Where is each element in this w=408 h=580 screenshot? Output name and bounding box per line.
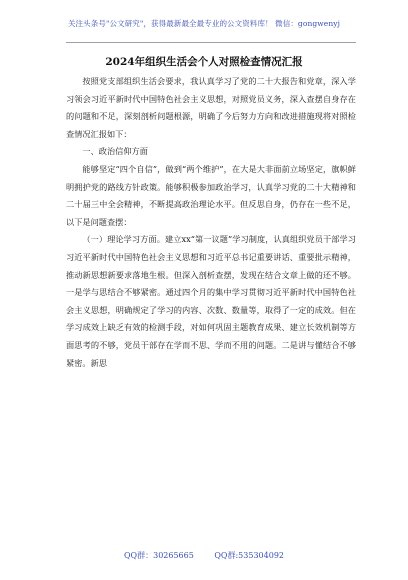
header-divider [66,42,356,43]
document-body [66,73,356,372]
footer-qq-group-1: QQ群：30265665 [123,551,194,560]
paragraph-theory-study: （一）理论学习方面。建立xx“第一议题”学习制度，认真组织党员干部学习习近平新时代中国特色社会主义思想和习近平总书记重要讲话、重要批示精神，推动新思想新要求落地生根。但深入剖析查摆，发现在结合文章上做的还不够。一是学与思结合不够紧密。通过四个月的集中学习贯彻习近平新时代中国特色社会主义思想，明确规定了学习的内容、次数、数量等，取得了一定的成效。但在学习成效上缺乏有效的检测手段，对如何巩固主题教育成果、建立长效机制等方面思考的不够，党员干部存在学而不思、学而不用的问题。二是讲与懂结合不够紧密。新思 [66,234,356,368]
section-heading-political-belief: 一、政治信仰方面 [82,146,148,157]
paragraph-political-belief: 能够坚定“四个自信”，做到“两个维护”，在大是大非面前立场坚定，旗帜鲜明拥护党的路线方针政策。能够积极参加政治学习，认真学习党的二十大精神和二十届三中全会精神，不断提高政治理论水平。但反思自身，仍存在一些不足，以下是问题查摆： [66,163,356,227]
paragraph-intro: 按照党支部组织生活会要求，我认真学习了党的二十大报告和党章，深入学习领会习近平新时代中国特色社会主义思想，对照党员义务，深入查摆自身存在的问题和不足，深刻剖析问题根源，明确了今后努力方向和改进措施现将对照检查情况汇报如下： [66,76,356,139]
footer-contact [0,550,408,561]
header-promo-note: 关注头条号"公文研究"，获得最新最全最专业的公文资料库！ 微信：gongwenyj [67,19,341,28]
footer-qq-group-2: QQ群:535304092 [214,551,284,560]
document-title: 2024年组织生活会个人对照检查情况汇报 [105,56,303,68]
